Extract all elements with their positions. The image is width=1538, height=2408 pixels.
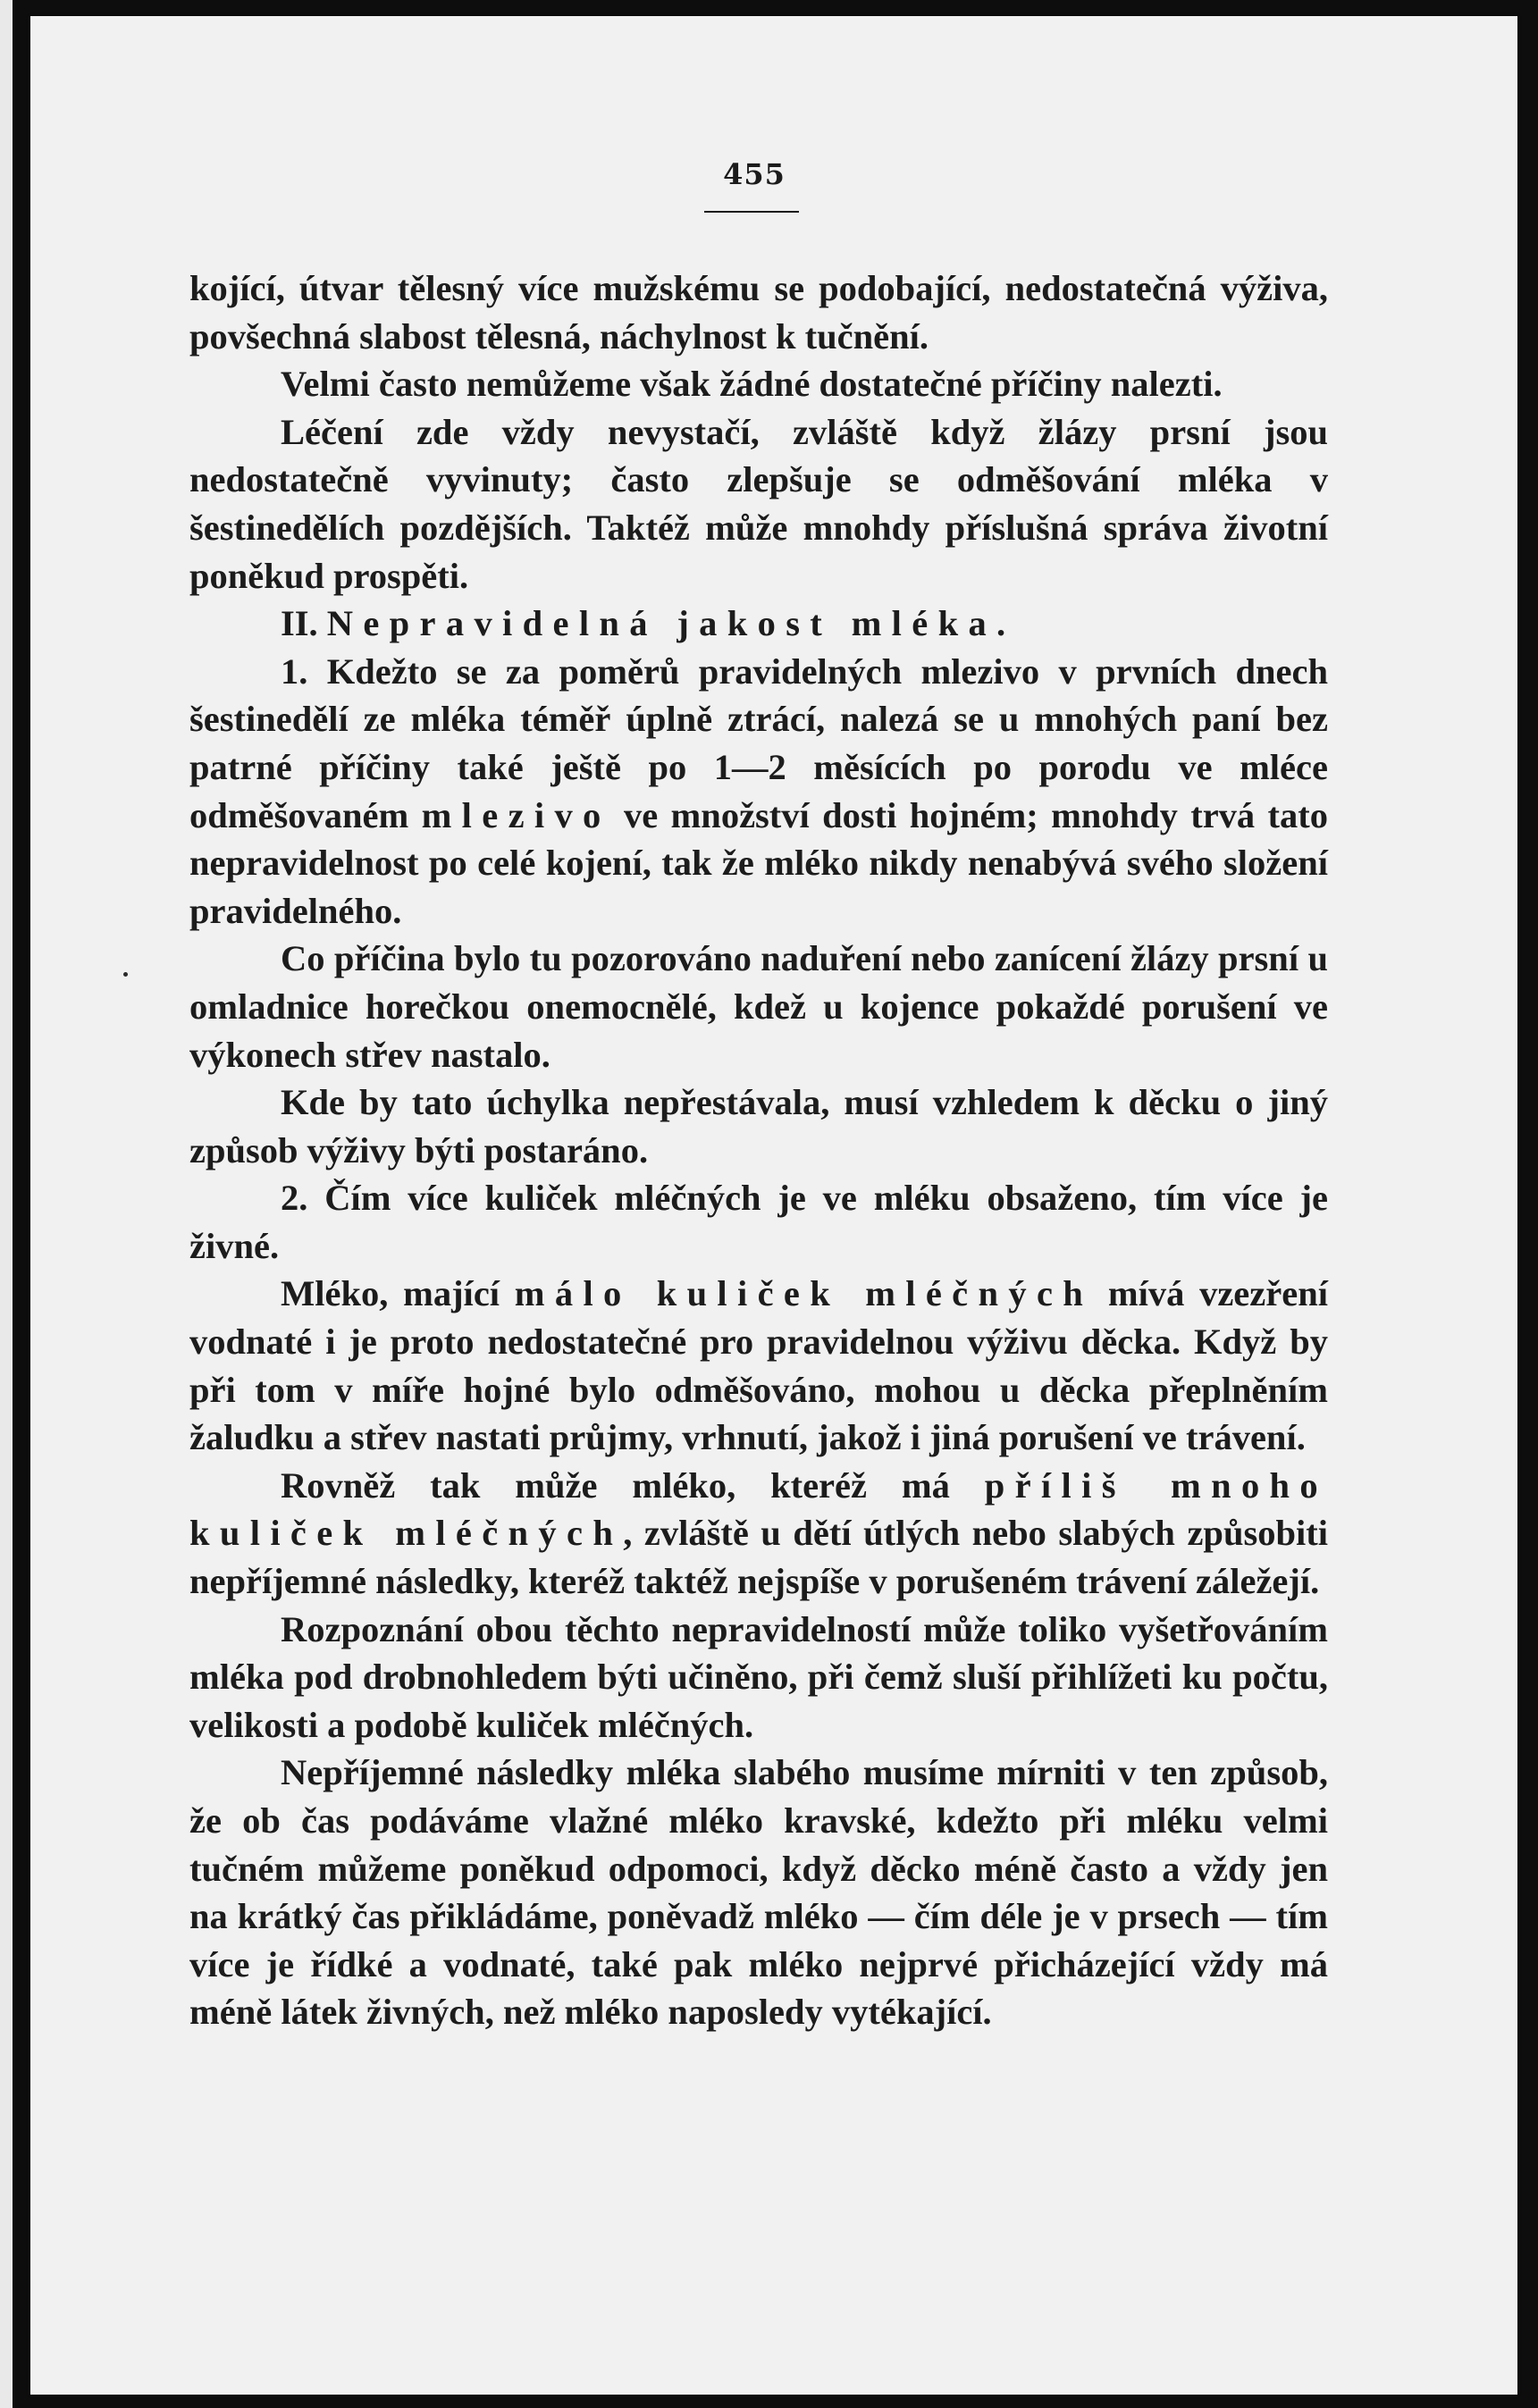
page-edge-strip (0, 0, 13, 2408)
paragraph: Rovněž tak může mléko, kteréž má příliš mnoho kuliček mléčných, zvláště u dětí útlých nebo slabých způsobiti nepříjemné následky, kteréž taktéž nejspíše v porušeném trávení záležejí. (189, 1464, 1329, 1602)
body-text (189, 264, 1328, 2036)
emphasis: málo kuliček mléčných (514, 1273, 1094, 1314)
section-heading: II. Nepravidelná jakost mléka. (281, 603, 1016, 644)
book-page (30, 16, 1517, 2395)
paragraph: Mléko, mající málo kuliček mléčných mívá vzezření vodnaté i je proto nedostatečné pro pravidelnou výživu děcka. Když by při tom v míře hojné bylo odměšováno, mohou u děcka přeplněním žaludku a střev nastati průjmy, vrhnutí, jakož i jiná porušení ve trávení. (189, 1273, 1328, 1458)
paragraph: 2. Čím více kuliček mléčných je ve mléku obsaženo, tím více je živné. (189, 1178, 1328, 1266)
emphasis: příliš mnoho kuliček mléčných (189, 1464, 1328, 1554)
section-heading-title: Nepravidelná jakost mléka. (326, 603, 1016, 644)
margin-speck (123, 972, 128, 977)
paragraph: Léčení zde vždy nevystačí, zvláště když žlázy prsní jsou nedostatečně vyvinuty; často zlepšuje se odměšování mléka v šestinedělích pozdějších. Taktéž může mnohdy příslušná správa životní poněkud prospěti. (189, 411, 1328, 596)
paragraph: Rozpoznání obou těchto nepravidelností může toliko vyšetřováním mléka pod drobnohledem býti učiněno, při čemž sluší přihlížeti ku počtu, velikosti a podobě kuliček mléčných. (189, 1608, 1328, 1745)
page-number: 455 (723, 157, 786, 191)
paragraph-continuation: kojící, útvar tělesný více mužskému se podobající, nedostatečná výživa, povšechná slabost tělesná, náchylnost k tučnění. (189, 268, 1328, 357)
paragraph: Co příčina bylo tu pozorováno naduření nebo zanícení žlázy prsní u omladnice horečkou onemocnělé, kdež u kojence pokaždé porušení ve výkonech střev nastalo. (189, 938, 1328, 1075)
paragraph: Nepříjemné následky mléka slabého musíme mírniti v ten způsob, že ob čas podáváme vlažné mléko kravské, kdežto při mléku velmi tučném můžeme poněkud odpomoci, když děcko méně často a vždy jen na krátký čas přikládáme, poněvadž mléko — čím déle je v prsech — tím více je řídké a vodnaté, také pak mléko nejprvé přicházející vždy má méně látek živných, než mléko naposledy vytékající. (189, 1752, 1328, 2033)
emphasis: mlezivo (421, 794, 611, 835)
paragraph: Velmi často nemůžeme však žádné dostatečné příčiny nalezti. (281, 364, 1223, 405)
paragraph: Kde by tato úchylka nepřestávala, musí vzhledem k děcku o jiný způsob výživy býti postaráno. (189, 1082, 1328, 1170)
page-number-rule (704, 211, 799, 213)
paragraph: 1. Kdežto se za poměrů pravidelných mlezivo v prvních dnech šestinedělí ze mléka téměř úplně ztrácí, nalezá se u mnohých paní bez patrné příčiny také ještě po 1—2 měsících po porodu ve mléce odměšovaném mlezivo ve množství dosti hojném; mnohdy trvá tato nepravidelnost po celé kojení, tak že mléko nikdy nenabývá svého složení pravidelného. (189, 650, 1328, 931)
